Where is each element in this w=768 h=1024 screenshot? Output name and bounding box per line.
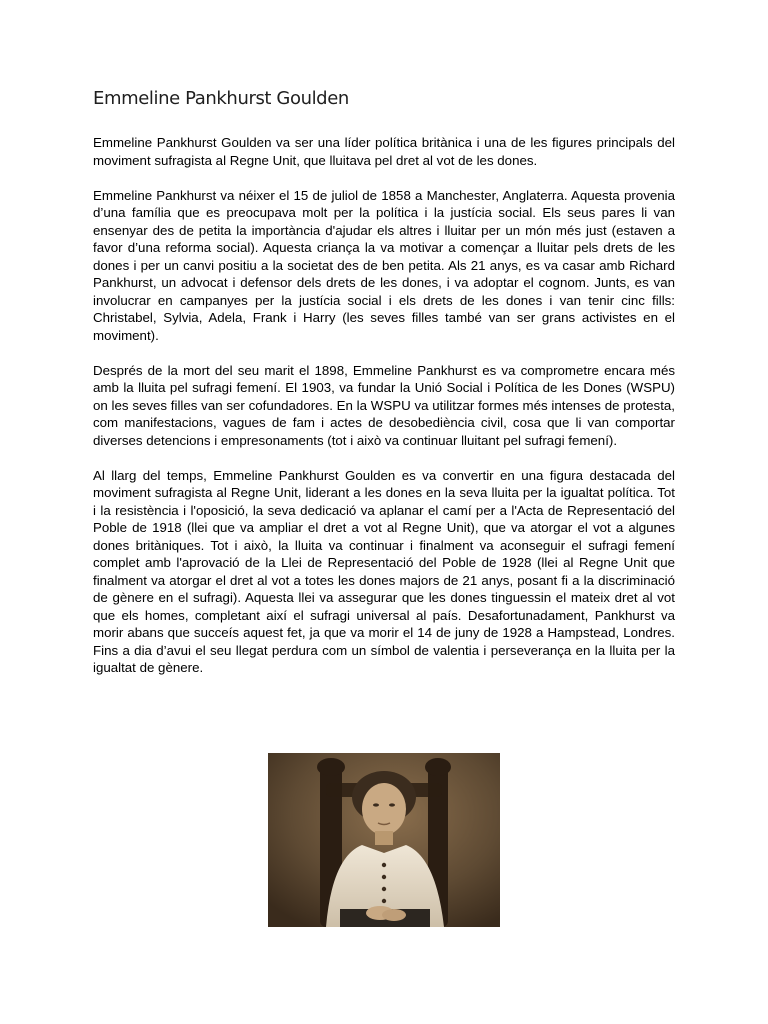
paragraph-legacy: Al llarg del temps, Emmeline Pankhurst Goulden es va convertir en una figura destacada del moviment sufragista al Regne Unit, liderant a les dones en la seva lluita per la igualtat política. Tot i la resistència i l'oposició, la seva dedicació va aplanar el camí per a l'Acta de Representació del Poble de 1918 (llei que va ampliar el dret a vot al Regne Unit), que va atorgar el vot a algunes dones britàniques. Tot i això, la lluita va continuar i finalment va aconseguir el sufragi femení complet amb l'aprovació de la Llei de Representació del Poble de 1928 (llei al Regne Unit que finalment va atorgar el dret al vot a totes les dones majors de 21 anys, posant fi a la discriminació de gènere en el sufragi). Aquesta llei va assegurar que les dones tinguessin el mateix dret al vot que els homes, completant així el sufragi universal al país. Desafortunadament, Pankhurst va morir abans que succeís aquest fet, ja que va morir el 14 de juny de 1928 a Hampstead, Londres. Fins a dia d’avui el seu llegat perdura com un símbol de valentia i perseverança en la lluita per la igualtat de gènere. bbox=[93, 467, 675, 675]
document-title: Emmeline Pankhurst Goulden bbox=[93, 88, 349, 109]
portrait-photo bbox=[268, 753, 500, 927]
paragraph-intro: Emmeline Pankhurst Goulden va ser una líder política britànica i una de les figures principals del moviment sufragista al Regne Unit, que lluitava pel dret al vot de les dones. bbox=[93, 135, 675, 168]
paragraph-wspu: Després de la mort del seu marit el 1898, Emmeline Pankhurst es va comprometre encara més amb la lluita pel sufragi femení. El 1903, va fundar la Unió Social i Política de les Dones (WSPU) on les seves filles van ser cofundadores. En la WSPU va utilitzar formes més intenses de protesta, com manifestacions, vagues de fam i actes de desobediència civil, cosa que li van comportar diverses detencions i empresonaments (tot i això va continuar lluitant pel sufragi femení). bbox=[93, 362, 675, 448]
document-body bbox=[93, 134, 675, 694]
paragraph-early-life: Emmeline Pankhurst va néixer el 15 de juliol de 1858 a Manchester, Anglaterra. Aquesta provenia d’una família que es preocupava molt per la política i la justícia social. Els seus pares li van ensenyar des de petita la importància d'ajudar els altres i lluitar per un món més just (estaven a favor d’una reforma social). Aquesta criança la va motivar a començar a lluitar pels drets de les dones i per un canvi positiu a la societat des de ben petita. Als 21 anys, es va casar amb Richard Pankhurst, un advocat i defensor dels drets de les dones, i va adoptar el cognom. Junts, es van involucrar en campanyes per la justícia social i els drets de les dones i van tenir cinc fills: Christabel, Sylvia, Adela, Frank i Harry (les seves filles també van ser grans activistes en el moviment). bbox=[93, 187, 675, 343]
portrait-illustration bbox=[268, 753, 500, 927]
face bbox=[362, 783, 406, 835]
